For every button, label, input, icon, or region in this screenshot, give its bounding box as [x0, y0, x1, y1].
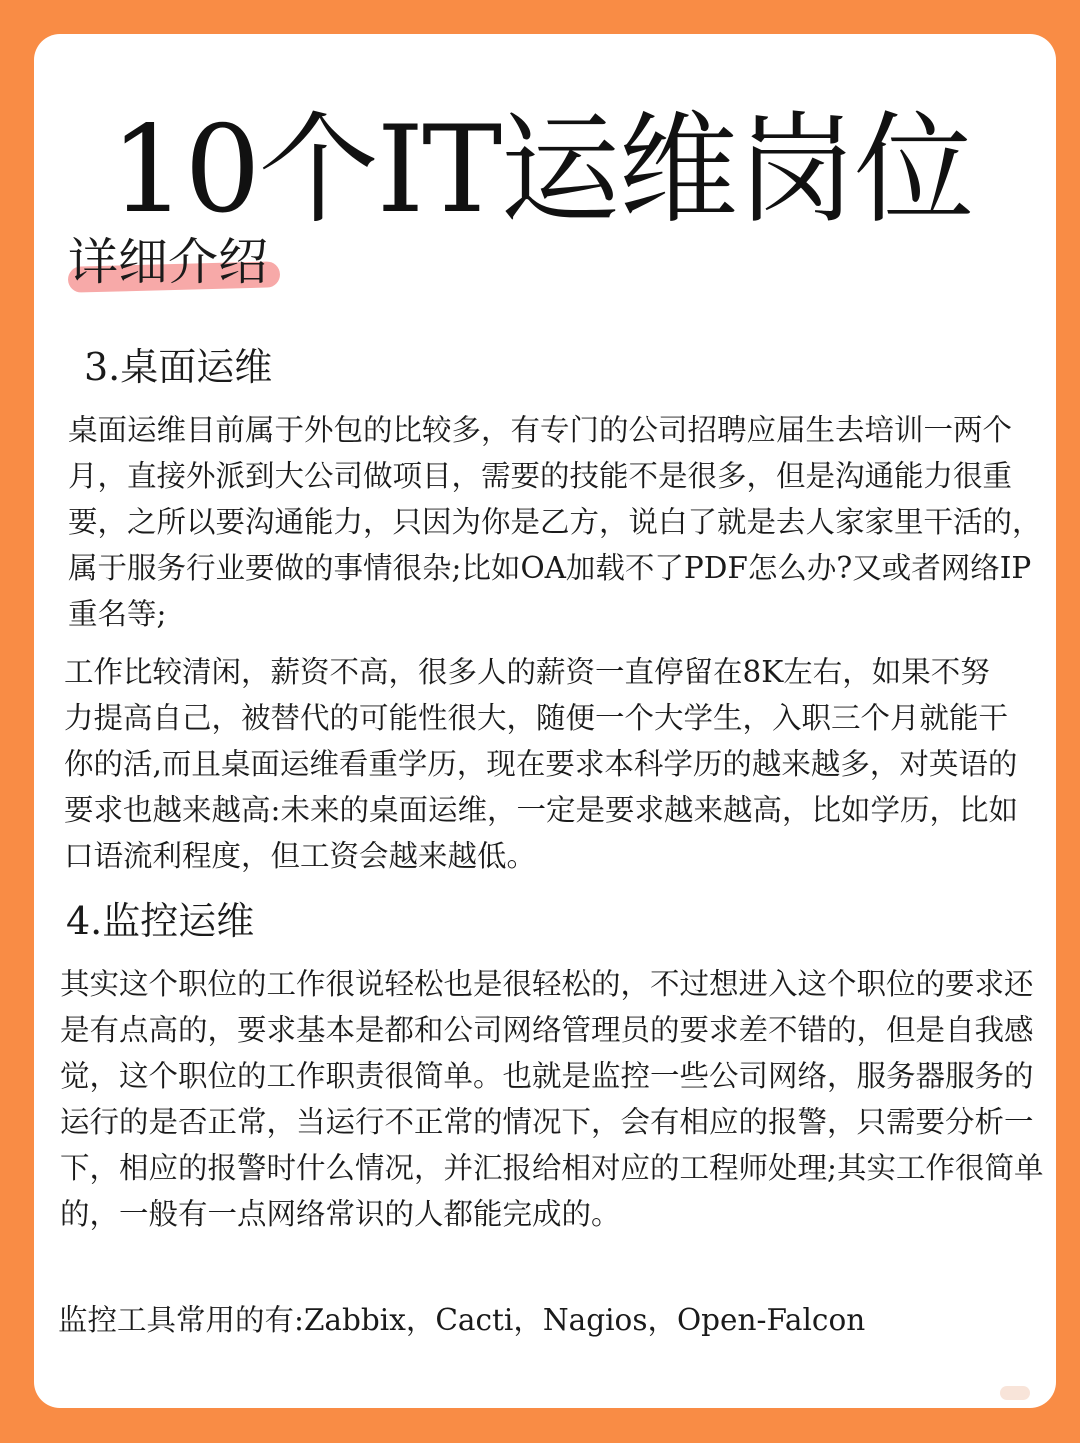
paragraph-monitoring-ops-1: 其实这个职位的工作很说轻松也是很轻松的，不过想进入这个职位的要求还是有点高的，要求基本是都和公司网络管理员的要求差不错的，但是自我感觉，这个职位的工作职责很简单。也就是监控一些公司网络，服务器服务的运行的是否正常，当运行不正常的情况下，会有相应的报警，只需要分析一下，相应的报警时什么情况，并汇报给相对应的工程师处理;其实工作很简单的，一般有一点网络常识的人都能完成的。: [60, 967, 1044, 1231]
section-heading-monitoring-ops: 4.监控运维: [66, 899, 255, 943]
paragraph-desktop-ops-1: 桌面运维目前属于外包的比较多，有专门的公司招聘应届生去培训一两个月，直接外派到大公司做项目，需要的技能不是很多，但是沟通能力很重要，之所以要沟通能力，只因为你是乙方，说白了就是去人家家里干活的，属于服务行业要做的事情很杂;比如OA加载不了PDF怎么办?又或者网络IP重名等;: [68, 413, 1042, 631]
section-heading-desktop-ops: 3.桌面运维: [84, 345, 273, 389]
paragraph-desktop-ops-2: 工作比较清闲，薪资不高，很多人的薪资一直停留在8K左右，如果不努力提高自己，被替代的可能性很大，随便一个大学生，入职三个月就能干你的活,而且桌面运维看重学历，现在要求本科学历的越来越多，对英语的要求也越来越高:未来的桌面运维，一定是要求越来越高，比如学历，比如口语流利程度，但工资会越来越低。: [64, 655, 1018, 873]
subtitle: 详细介绍: [68, 233, 268, 291]
paragraph-monitoring-tools: 监控工具常用的有:Zabbix，Cacti，Nagios，Open-Falcon: [58, 1303, 866, 1337]
content-card: [34, 34, 1056, 1408]
watermark-badge: [1000, 1386, 1030, 1400]
page-title: 10个IT运维岗位: [110, 101, 973, 240]
subtitle-block: [68, 230, 268, 300]
